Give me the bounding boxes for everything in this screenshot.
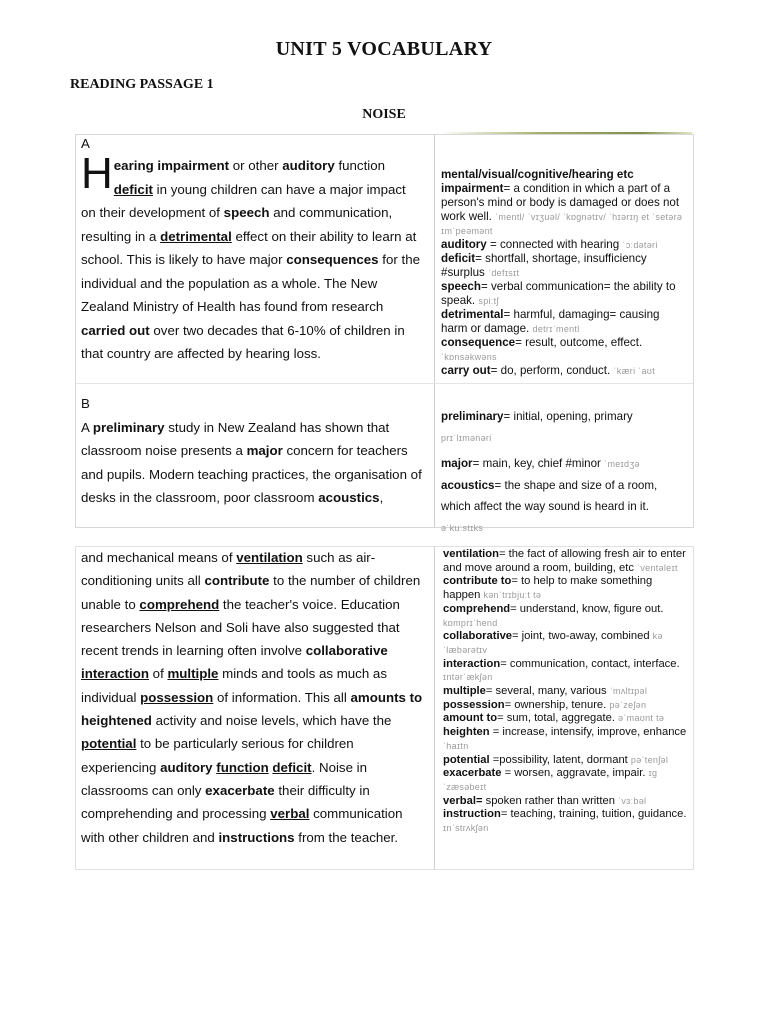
- vocab-entry: [443, 699, 687, 713]
- text-run: = verbal communication= the ability to speak.: [441, 280, 676, 307]
- paragraph-label-b: B: [81, 396, 90, 411]
- text-run: the teacher's voice. Education researchers Nelson and Soli have also suggested that recent trends in learning often involve: [81, 596, 400, 659]
- vocab-entry: [443, 767, 687, 794]
- vocab-entry: [443, 575, 687, 602]
- vocab-term: preliminary: [92, 420, 165, 435]
- vocab-term: auditory: [282, 158, 335, 173]
- text-run: = harmful, damaging= causing harm or damage.: [441, 308, 660, 335]
- vocab-term: mental/visual/cognitive/hearing etc: [441, 168, 634, 181]
- vocab-term: heighten: [443, 726, 490, 739]
- text-run: =possibility, latent, dormant: [489, 753, 631, 766]
- vocab-term: deficit: [113, 181, 153, 197]
- vocab-term: collaborative: [305, 643, 388, 659]
- vocab-term: interaction: [81, 666, 149, 682]
- passage-title: NOISE: [362, 107, 406, 122]
- pronunciation: ˈventəleɪt: [637, 562, 678, 573]
- vocab-term: contribute to: [443, 575, 512, 588]
- text-run: of: [148, 666, 168, 682]
- pronunciation: kɒmprɪˈhend: [443, 617, 498, 628]
- vocab-term: function: [216, 759, 269, 775]
- pronunciation: ˈkɒnsəkwəns: [441, 352, 497, 362]
- vocab-entry: [443, 754, 687, 768]
- pronunciation: ˈvɜːbəl: [618, 795, 647, 806]
- vocab-term: exacerbate: [205, 782, 275, 798]
- vocab-entry: [441, 453, 689, 475]
- vocab-entry: [443, 658, 687, 685]
- vocab-entry: [441, 517, 689, 539]
- vocab-term: consequences: [286, 252, 379, 267]
- vocab-entry: [441, 252, 689, 280]
- text-run: in young children can have a major impact on their development of: [81, 181, 406, 220]
- vocab-term: collaborative: [443, 630, 513, 643]
- text-run: effect on their ability to learn at school. This is likely to have major: [81, 228, 417, 267]
- vocab-entry: [443, 726, 687, 753]
- vocab-term: instructions: [218, 829, 295, 845]
- passage-paragraph-continued: [81, 546, 427, 849]
- vocab-term: interaction: [443, 657, 501, 670]
- text-run: communication with other children and: [81, 806, 403, 845]
- vocab-term: preliminary: [441, 410, 504, 423]
- vocab-term: consequence: [441, 336, 516, 349]
- vocab-term: carried out: [81, 322, 150, 338]
- vocab-term: auditory: [160, 759, 213, 775]
- pronunciation: əˈkuːstɪks: [441, 523, 484, 533]
- vocab-term: comprehend: [139, 596, 220, 612]
- vocab-term: deficit: [272, 759, 312, 775]
- vocab-term: instruction: [443, 808, 501, 821]
- pronunciation: pəˈtenʃəl: [630, 754, 669, 765]
- vocab-term: multiple: [443, 685, 486, 698]
- vocabulary-list-b: [441, 406, 689, 543]
- vocab-term: verbal=: [443, 794, 483, 807]
- pronunciation: ˈdefɪsɪt: [488, 268, 520, 278]
- text-run: = initial, opening, primary: [503, 410, 633, 423]
- vocab-entry: [443, 630, 687, 657]
- column-divider-2: [434, 546, 435, 870]
- vocab-entry: [443, 795, 687, 809]
- vocabulary-list-a: [441, 168, 689, 378]
- vocab-term: deficit: [441, 252, 476, 265]
- vocab-entry: [441, 475, 689, 517]
- vocab-entry: [443, 712, 687, 726]
- vocab-entry: [441, 364, 689, 378]
- pronunciation: ɪnˈstrʌkʃən: [443, 823, 489, 834]
- vocab-term: detrimental: [160, 228, 232, 244]
- vocab-term: major: [441, 457, 473, 470]
- text-run: to be particularly serious for children experiencing: [81, 736, 354, 775]
- vocab-term: amounts to heightened: [81, 689, 423, 729]
- vocab-entry: [441, 406, 689, 427]
- text-run: = joint, two-away, combined: [512, 630, 653, 643]
- vocab-term: possession: [443, 698, 505, 711]
- text-run: their difficulty in comprehending and processing: [81, 782, 370, 822]
- text-run: function: [334, 158, 386, 173]
- vocab-entry: [443, 685, 687, 699]
- text-run: = connected with hearing: [486, 238, 623, 251]
- vocab-entry: [441, 336, 689, 364]
- text-run: study in New Zealand has shown that classroom noise presents a: [81, 420, 390, 459]
- pronunciation: kəˈlæbərətɪv: [443, 631, 663, 655]
- vocab-term: verbal: [270, 806, 310, 822]
- vocab-term: contribute: [204, 573, 270, 589]
- pronunciation: ˈmʌltɪpəl: [609, 686, 648, 697]
- text-run: for the individual and the population as a whole. The New Zealand Ministry of Health has found from research: [81, 252, 420, 314]
- vocab-term: impairment: [441, 182, 504, 195]
- vocab-term: multiple: [167, 666, 219, 682]
- pronunciation: detrɪˈmentl: [532, 324, 580, 334]
- text-run: = worsen, aggravate, impair.: [501, 767, 649, 780]
- pronunciation: ɪɡˈzæsəbeɪt: [443, 768, 658, 792]
- text-run: = teaching, training, tuition, guidance.: [500, 808, 687, 821]
- text-run: = to help to make something happen: [443, 575, 653, 602]
- text-run: = communication, contact, interface.: [500, 657, 680, 670]
- pronunciation: ˈhaɪtn: [443, 740, 469, 751]
- passage-paragraph-b: [81, 416, 427, 509]
- pronunciation: ˈmeɪdʒə: [604, 459, 640, 469]
- pronunciation: spiːtʃ: [478, 296, 499, 306]
- section-heading: READING PASSAGE 1: [70, 77, 214, 92]
- pronunciation: ˈɔːdətəri: [622, 240, 658, 250]
- text-run: = result, outcome, effect.: [515, 336, 643, 349]
- vocab-term: comprehend: [443, 602, 511, 615]
- text-run: = several, many, various: [485, 685, 610, 698]
- pronunciation: ˈkæri ˈaʊt: [613, 366, 656, 376]
- vocab-term: major: [246, 443, 283, 459]
- vocab-term: detrimental: [441, 308, 504, 321]
- vocab-entry: [441, 182, 689, 238]
- text-run: . Noise in classrooms can only: [81, 759, 368, 798]
- passage-paragraph-a: [81, 149, 421, 366]
- vocab-term: auditory: [441, 238, 487, 251]
- column-divider: [434, 134, 435, 528]
- vocab-entry: [443, 603, 687, 630]
- vocab-term: potential: [443, 753, 490, 766]
- text-run: of information. This all: [213, 689, 351, 705]
- pronunciation: ɪntərˈækʃən: [443, 672, 493, 683]
- text-run: = do, perform, conduct.: [490, 364, 614, 377]
- text-run: = understand, know, figure out.: [510, 602, 664, 615]
- vocab-term: speech: [441, 280, 481, 293]
- vocabulary-list-c: [443, 548, 687, 836]
- vocab-term: ventilation: [236, 550, 303, 565]
- text-run: such as air-conditioning units all: [81, 550, 376, 589]
- text-run: over two decades that 6-10% of children in that country are affected by hearing loss.: [81, 322, 405, 361]
- vocab-term: ventilation: [443, 548, 499, 560]
- text-run: and mechanical means of: [81, 550, 237, 565]
- text-run: ,: [379, 489, 384, 505]
- paragraph-label-a: A: [81, 136, 90, 151]
- text-run: or other: [229, 158, 283, 173]
- text-run: = the fact of allowing fresh air to enter and move around a room, building, etc: [443, 548, 686, 574]
- pronunciation: prɪˈlɪmənəri: [441, 433, 492, 443]
- text-run: = increase, intensify, improve, enhance: [489, 726, 687, 739]
- pronunciation: kənˈtrɪbjuːt tə: [483, 590, 542, 601]
- text-run: = a condition in which a part of a person's mind or body is damaged or does not work well.: [441, 182, 680, 223]
- text-run: A: [81, 420, 93, 435]
- text-run: minds and tools as much as individual: [81, 666, 387, 705]
- pronunciation: əˈmaʊnt tə: [618, 713, 665, 724]
- vocab-term: amount to: [443, 712, 498, 725]
- vocab-entry: [443, 808, 687, 835]
- text-run: concern for teachers and pupils. Modern teaching practices, the organisation of desks in the classroom, poor classroom: [81, 443, 422, 505]
- text-run: = shortfall, shortage, insufficiency #surplus: [441, 252, 647, 279]
- text-run: = main, key, chief #minor: [472, 457, 605, 470]
- vocab-term: earing impairment: [113, 158, 230, 173]
- text-run: spoken rather than written: [482, 794, 619, 807]
- text-run: activity and noise levels, which have the: [151, 713, 392, 729]
- text-run: = sum, total, aggregate.: [497, 712, 619, 725]
- drop-cap: H: [81, 149, 113, 198]
- text-run: from the teacher.: [294, 829, 399, 845]
- vocab-term: potential: [81, 736, 137, 752]
- vocab-term: speech: [223, 205, 270, 220]
- vocab-entry: [441, 168, 689, 182]
- vocab-term: exacerbate: [443, 767, 502, 780]
- vocab-entry: [441, 238, 689, 252]
- vocab-term: carry out: [441, 364, 491, 377]
- row-divider: [76, 383, 693, 384]
- vocab-entry: [441, 308, 689, 336]
- vocab-entry: [441, 280, 689, 308]
- vocab-term: acoustics: [318, 489, 380, 505]
- text-run: = ownership, tenure.: [504, 698, 610, 711]
- vocab-entry: [441, 427, 689, 449]
- vocab-term: possession: [140, 689, 214, 705]
- page-title: UNIT 5 VOCABULARY: [275, 38, 493, 60]
- text-run: to the number of children unable to: [81, 573, 421, 612]
- vocab-term: acoustics: [441, 479, 495, 492]
- text-run: = the shape and size of a room, which affect the way sound is heard in it.: [441, 479, 658, 513]
- text-run: and communication, resulting in a: [81, 205, 393, 244]
- pronunciation: pəˈzeʃən: [609, 699, 647, 710]
- pronunciation: ˈmentl/ ˈvɪʒuəl/ ˈkɒɡnətɪv/ ˈhɪərɪŋ et ˈsetərə ɪmˈpeəmənt: [441, 212, 683, 236]
- vocab-entry: [443, 548, 687, 575]
